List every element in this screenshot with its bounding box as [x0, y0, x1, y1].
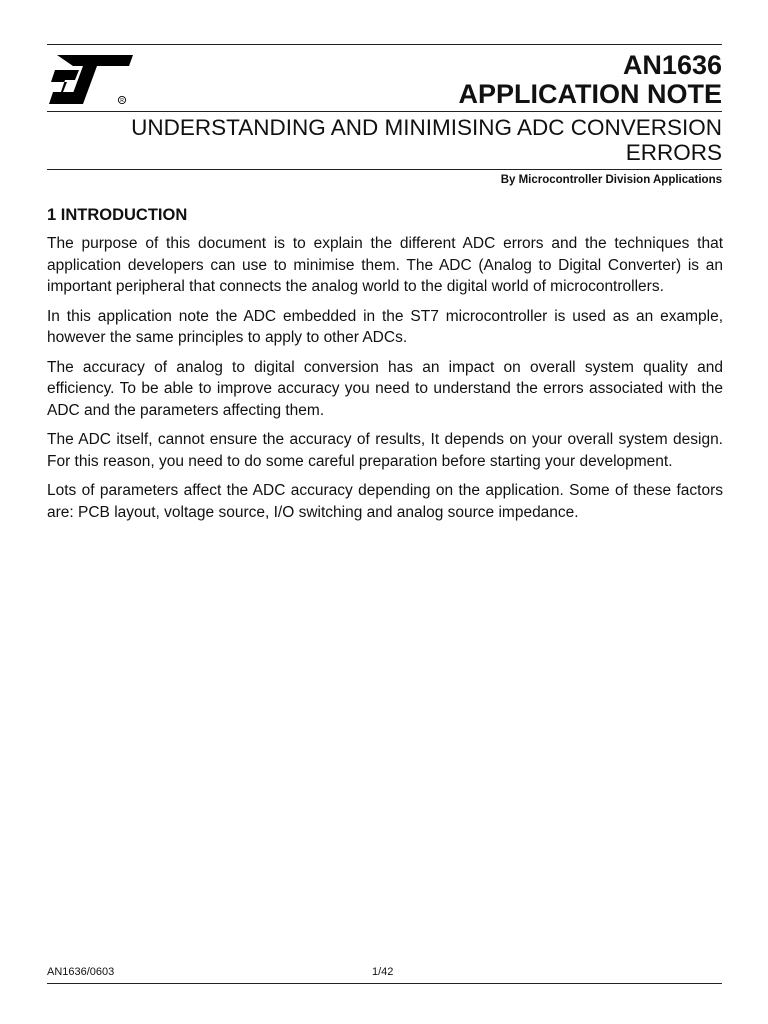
section-body — [47, 233, 723, 531]
section-heading: 1 INTRODUCTION — [47, 206, 188, 224]
paragraph: In this application note the ADC embedded in the ST7 microcontroller is used as an example, however the same principles to apply to other ADCs. — [47, 307, 723, 346]
svg-text:R: R — [120, 98, 124, 104]
paragraph: The ADC itself, cannot ensure the accuracy of results, It depends on your overall system design. For this reason, you need to do some careful preparation before starting your development. — [47, 431, 723, 470]
footer-doc-ref: AN1636/0603 — [47, 966, 115, 978]
footer-page-number: 1/42 — [372, 966, 394, 978]
document-title: UNDERSTANDING AND MINIMISING ADC CONVERSION ERRORS — [131, 115, 722, 165]
document-number: AN1636 — [622, 50, 722, 80]
st-logo — [47, 52, 135, 108]
paragraph: The purpose of this document is to explain the different ADC errors and the techniques that application developers can use to minimise them. The ADC (Analog to Digital Converter) is an important peripheral that connects the analog world to the digital world of microcontrollers. — [47, 235, 723, 295]
title-rule-bottom — [47, 169, 722, 170]
document-type: APPLICATION NOTE — [458, 79, 722, 109]
footer-rule — [47, 983, 722, 984]
byline: By Microcontroller Division Applications — [500, 174, 722, 186]
top-rule — [47, 44, 722, 45]
paragraph: Lots of parameters affect the ADC accuracy depending on the application. Some of these factors are: PCB layout, voltage source, I/O switching and analog source impedance. — [47, 482, 723, 521]
title-rule-top — [47, 111, 722, 112]
paragraph: The accuracy of analog to digital conversion has an impact on overall system quality and efficiency. To be able to improve accuracy you need to understand the errors associated with the ADC and the parameters affecting them. — [47, 358, 723, 419]
